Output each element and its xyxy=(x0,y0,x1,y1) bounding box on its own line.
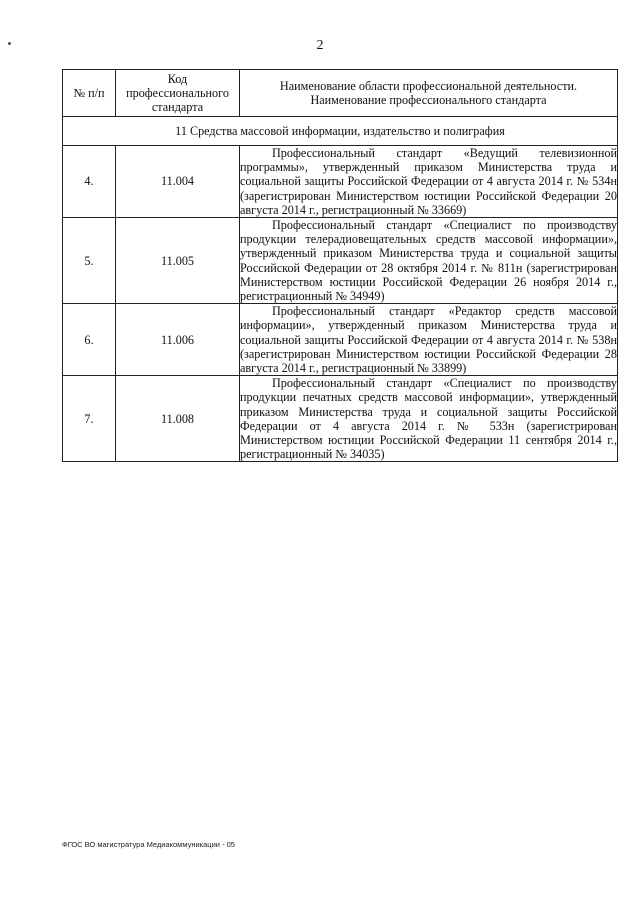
row-description: Профессиональный стандарт «Редактор средств массовой информации», утвержденный приказом Министерства труда и социальной защиты Российской Федерации от 4 августа 2014 г. № 538н (зарегистрирован Министерством юстиции Российской Федерации 28 августа 2014 г., регистрационный № 33899) xyxy=(240,304,617,376)
table-row xyxy=(63,218,618,304)
section-title: 11 Средства массовой информации, издательство и полиграфия xyxy=(63,117,618,146)
row-code: 11.008 xyxy=(116,376,240,462)
row-code: 11.006 xyxy=(116,304,240,376)
row-number: 5. xyxy=(63,218,116,304)
header-number: № п/п xyxy=(63,70,116,117)
table-row xyxy=(63,304,618,376)
header-name-line1: Наименование области профессиональной деятельности. xyxy=(279,78,578,93)
table-header-row xyxy=(63,70,618,117)
header-name-line2: Наименование профессионального стандарта xyxy=(310,93,547,107)
professional-standards-table xyxy=(62,69,618,462)
page-number: 2 xyxy=(316,38,324,53)
row-description: Профессиональный стандарт «Специалист по производству продукции телерадиовещательных средств массовой информации», утвержденный приказом Министерства труда и социальной защиты Российской Федерации от 28 октября 2014 г. № 811н (зарегистрирован Министерством юстиции Российской Федерации 26 ноября 2014 г., регистрационный № 34949) xyxy=(240,218,617,304)
row-code: 11.004 xyxy=(116,146,240,218)
row-description: Профессиональный стандарт «Специалист по производству продукции печатных средств массовой информации», утвержденный приказом Министерства труда и социальной защиты Российской Федерации от 4 августа 2014 г. № 533н (зарегистрирован Министерством юстиции Российской Федерации 11 сентября 2014 г., регистрационный № 34035) xyxy=(240,376,617,462)
document-footer: ФГОС ВО магистратура Медиакоммуникации - 05 xyxy=(62,840,235,849)
table-row xyxy=(63,376,618,462)
row-number: 6. xyxy=(63,304,116,376)
header-code: Код профессионального стандарта xyxy=(116,70,240,117)
header-name xyxy=(240,70,618,117)
row-description: Профессиональный стандарт «Ведущий телевизионной программы», утвержденный приказом Министерства труда и социальной защиты Российской Федерации от 4 августа 2014 г. № 534н (зарегистрирован Министерством юстиции Российской Федерации 20 августа 2014 г., регистрационный № 33669) xyxy=(240,146,617,217)
row-number: 4. xyxy=(63,146,116,218)
table-row xyxy=(63,146,618,218)
section-row xyxy=(63,117,618,146)
row-number: 7. xyxy=(63,376,116,462)
row-code: 11.005 xyxy=(116,218,240,304)
